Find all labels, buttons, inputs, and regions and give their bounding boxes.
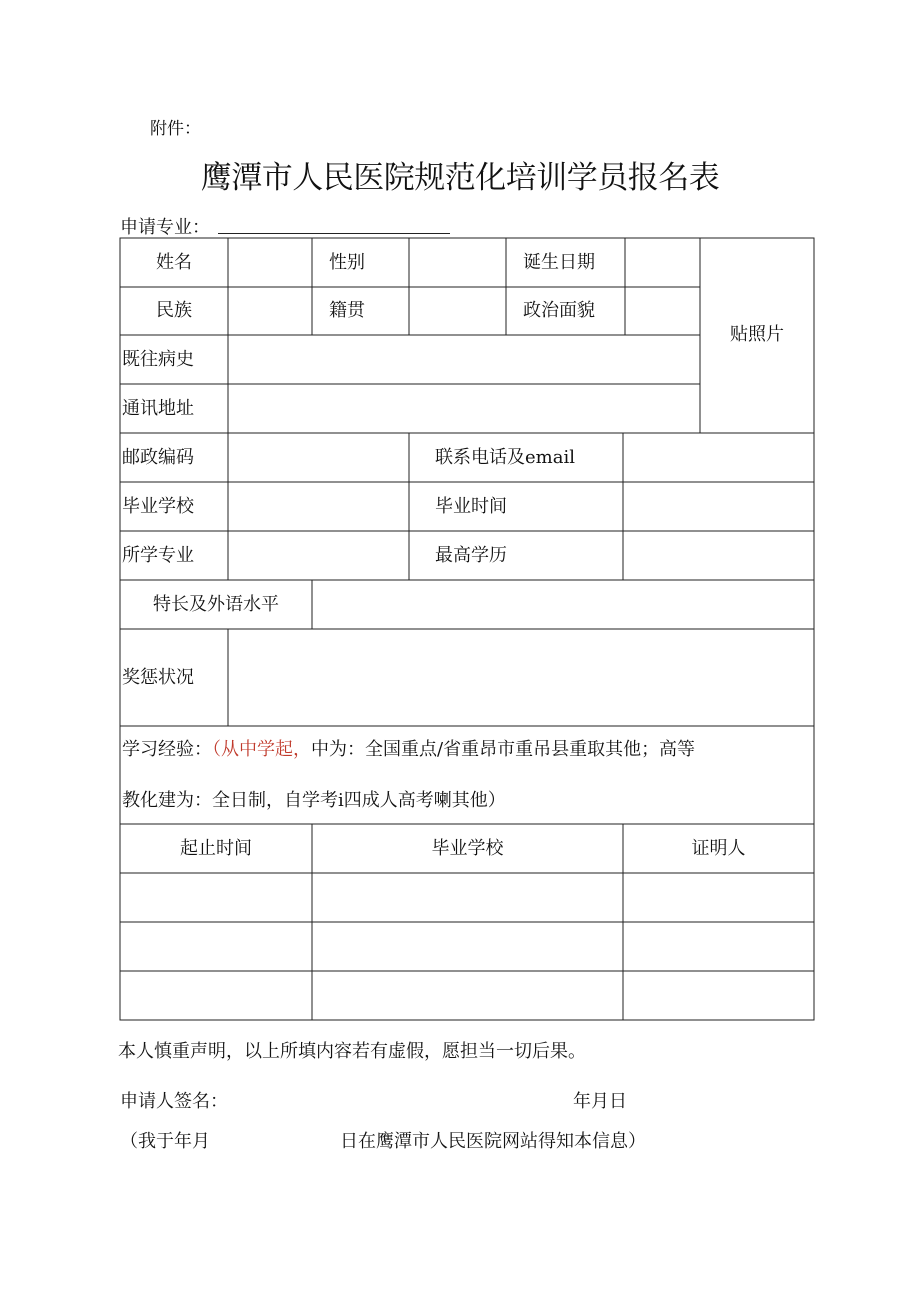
info-source-suffix: 日在鹰潭市人民医院网站得知本信息） — [340, 1131, 646, 1152]
postal-code-label: 邮政编码 — [122, 447, 194, 468]
skills-language-label: 特长及外语水平 — [153, 594, 279, 615]
date-label: 年月日 — [573, 1091, 627, 1112]
name-label: 姓名 — [156, 252, 192, 273]
graduation-time-label: 毕业时间 — [435, 496, 507, 517]
phone-email-label: 联系电话及email — [435, 447, 575, 468]
info-source-prefix: （我于年月 — [120, 1131, 210, 1152]
page-title: 鹰潭市人民医院规范化培训学员报名表 — [200, 160, 720, 196]
history-header-witness: 证明人 — [691, 838, 746, 859]
rewards-label: 奖惩状况 — [122, 667, 194, 688]
declaration-text: 本人慎重声明，以上所填内容若有虚假，愿担当一切后果。 — [118, 1041, 586, 1062]
study-note-line1: 中为：全国重点/省重昂市重吊县重取其他；高等 — [311, 739, 696, 760]
gender-label: 性别 — [329, 252, 365, 273]
photo-label: 贴照片 — [730, 324, 784, 345]
study-note-line2: 教化建为：全日制，自学考i四成人高考喇其他） — [122, 790, 506, 811]
birth-date-label: 诞生日期 — [523, 252, 595, 273]
study-label: 学习经验： — [122, 739, 212, 760]
study-note-red: （从中学起， — [212, 739, 311, 760]
native-place-label: 籍贯 — [329, 300, 365, 321]
ethnicity-label: 民族 — [156, 300, 192, 321]
attachment-label: 附件： — [150, 119, 201, 139]
address-label: 通讯地址 — [122, 398, 194, 419]
history-header-school: 毕业学校 — [431, 838, 504, 859]
political-status-label: 政治面貌 — [523, 300, 595, 321]
medical-history-label: 既往病史 — [122, 349, 194, 370]
history-header-period: 起止时间 — [180, 838, 252, 859]
apply-major-label: 申请专业： — [120, 217, 210, 238]
highest-degree-label: 最高学历 — [435, 545, 507, 566]
study-experience-line1 — [122, 740, 695, 760]
graduated-school-label: 毕业学校 — [122, 496, 194, 517]
major-label: 所学专业 — [122, 545, 194, 566]
signature-label: 申请人签名： — [120, 1091, 228, 1112]
